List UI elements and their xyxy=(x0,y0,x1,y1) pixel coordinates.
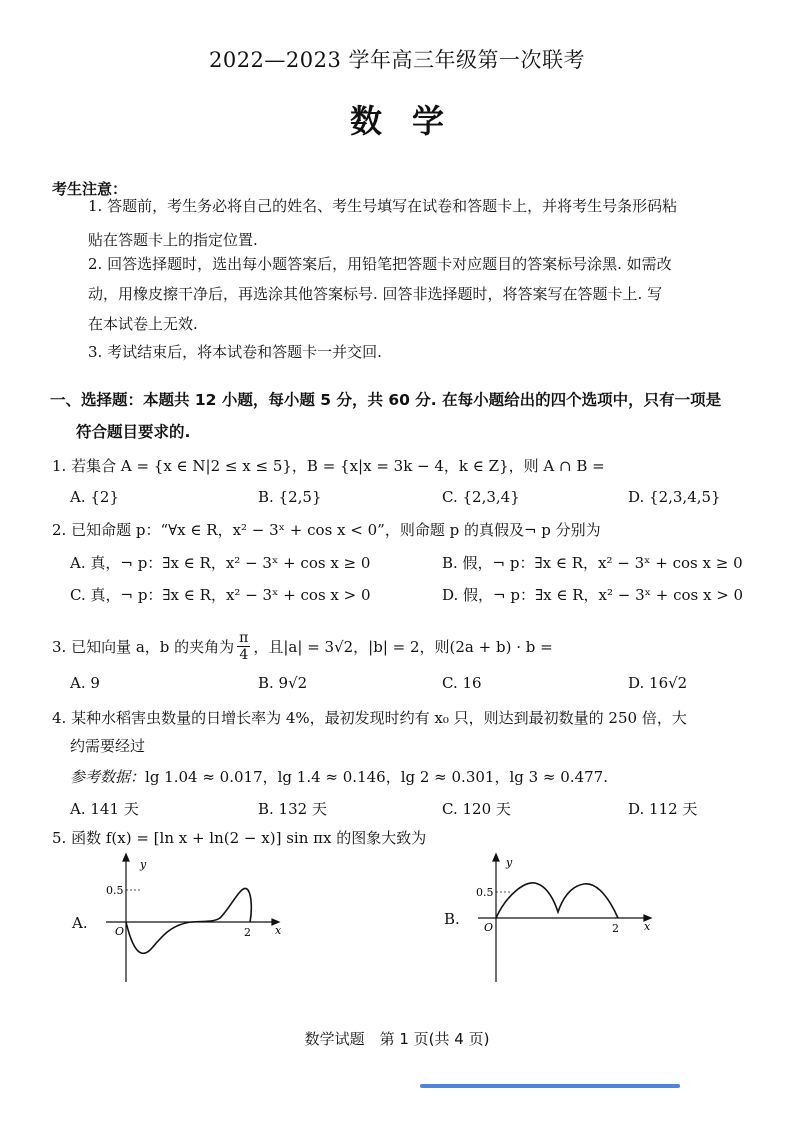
section-heading-cont: 符合题目要求的. xyxy=(76,423,191,441)
q4-option-c: C. 120 天 xyxy=(442,800,511,818)
origin-label: O xyxy=(484,921,494,934)
notice-line: 1. 答题前，考生务必将自己的姓名、考生号填写在试卷和答题卡上，并将考生号条形码粘 xyxy=(88,197,678,215)
y-axis-arrow-icon xyxy=(123,854,129,861)
graph-a-curve xyxy=(126,888,251,953)
origin-label: O xyxy=(115,925,125,938)
notice-heading: 考生注意： xyxy=(52,180,128,198)
exam-title: 2022—2023 学年高三年级第一次联考 xyxy=(208,48,586,72)
q1-option-c: C. {2,3,4} xyxy=(442,488,520,506)
q3-stem-b: ，且|a| = 3√2，|b| = 2，则(2a + b) · b = xyxy=(253,637,553,656)
q1-option-a: A. {2} xyxy=(70,488,119,506)
q5-graph-b xyxy=(468,852,658,988)
q4-ref-label: 参考数据： xyxy=(70,768,146,786)
notice-line: 在本试卷上无效. xyxy=(88,315,198,333)
q4-ref-values: lg 1.04 ≈ 0.017，lg 1.4 ≈ 0.146，lg 2 ≈ 0.301，lg 3 ≈ 0.477. xyxy=(145,768,608,786)
subject-title: 数学 xyxy=(349,102,474,140)
q4-option-b: B. 132 天 xyxy=(258,800,327,818)
y-axis-arrow-icon xyxy=(493,854,499,861)
q4-option-d: D. 112 天 xyxy=(628,800,698,818)
q3-frac-num: π xyxy=(239,630,249,646)
q3-option-c: C. 16 xyxy=(442,674,482,692)
x-axis-label: x xyxy=(275,924,282,937)
q1-option-b: B. {2,5} xyxy=(258,488,322,506)
scan-artifact-line xyxy=(420,1084,680,1088)
q3-stem xyxy=(52,630,553,663)
q3-frac-den: 4 xyxy=(239,647,249,663)
q4-stem-line2: 约需要经过 xyxy=(70,737,146,755)
x-axis-label: x xyxy=(644,920,651,933)
y-axis-label: y xyxy=(140,858,147,871)
notice-line: 3. 考试结束后，将本试卷和答题卡一并交回. xyxy=(88,343,382,361)
q2-stem: 2. 已知命题 p：“∀x ∈ R，x² − 3ˣ + cos x < 0”，则命题 p 的真假及¬ p 分别为 xyxy=(52,521,601,539)
notice-line: 2. 回答选择题时，选出每小题答案后，用铅笔把答题卡对应题目的答案标号涂黑. 如需改 xyxy=(88,255,672,273)
graph-b-curve xyxy=(496,883,618,918)
notice-line: 贴在答题卡上的指定位置. xyxy=(88,231,258,249)
q1-option-d: D. {2,3,4,5} xyxy=(628,488,721,506)
q3-stem-a: 3. 已知向量 a，b 的夹角为 xyxy=(52,637,235,656)
q4-reference-data xyxy=(70,766,608,787)
q3-option-b: B. 9√2 xyxy=(258,674,308,692)
q4-option-a: A. 141 天 xyxy=(70,800,139,818)
q2-option-a: A. 真，¬ p：∃x ∈ R，x² − 3ˣ + cos x ≥ 0 xyxy=(70,554,371,572)
q2-option-c: C. 真，¬ p：∃x ∈ R，x² − 3ˣ + cos x > 0 xyxy=(70,586,371,604)
y-tick-label: 0.5 xyxy=(476,886,494,899)
q4-stem-line1: 4. 某种水稻害虫数量的日增长率为 4%，最初发现时约有 x₀ 只，则达到最初数量的 250 倍，大 xyxy=(52,709,687,727)
notice-line: 动，用橡皮擦干净后，再选涂其他答案标号. 回答非选择题时，将答案写在答题卡上. 写 xyxy=(88,285,663,303)
q3-fraction xyxy=(237,630,250,663)
x-tick-label: 2 xyxy=(244,926,251,939)
y-axis-label: y xyxy=(506,856,513,869)
q3-option-a: A. 9 xyxy=(70,674,100,692)
q5-option-a-label: A. xyxy=(72,914,88,932)
q5-graph-a xyxy=(96,852,286,988)
page-footer: 数学试题 第 1 页(共 4 页) xyxy=(304,1030,490,1048)
q3-option-d: D. 16√2 xyxy=(628,674,688,692)
q5-option-b-label: B. xyxy=(444,910,460,928)
q2-option-d: D. 假，¬ p：∃x ∈ R，x² − 3ˣ + cos x > 0 xyxy=(442,586,744,604)
q1-stem: 1. 若集合 A = {x ∈ N|2 ≤ x ≤ 5}，B = {x|x = 3k − 4，k ∈ Z}，则 A ∩ B = xyxy=(52,457,605,475)
q2-option-b: B. 假，¬ p：∃x ∈ R，x² − 3ˣ + cos x ≥ 0 xyxy=(442,554,743,572)
x-tick-label: 2 xyxy=(612,922,619,935)
y-tick-label: 0.5 xyxy=(106,884,124,897)
q5-stem: 5. 函数 f(x) = [ln x + ln(2 − x)] sin πx 的图象大致为 xyxy=(52,829,427,847)
section-heading: 一、选择题：本题共 12 小题，每小题 5 分，共 60 分. 在每小题给出的四个选项中，只有一项是 xyxy=(50,391,722,409)
